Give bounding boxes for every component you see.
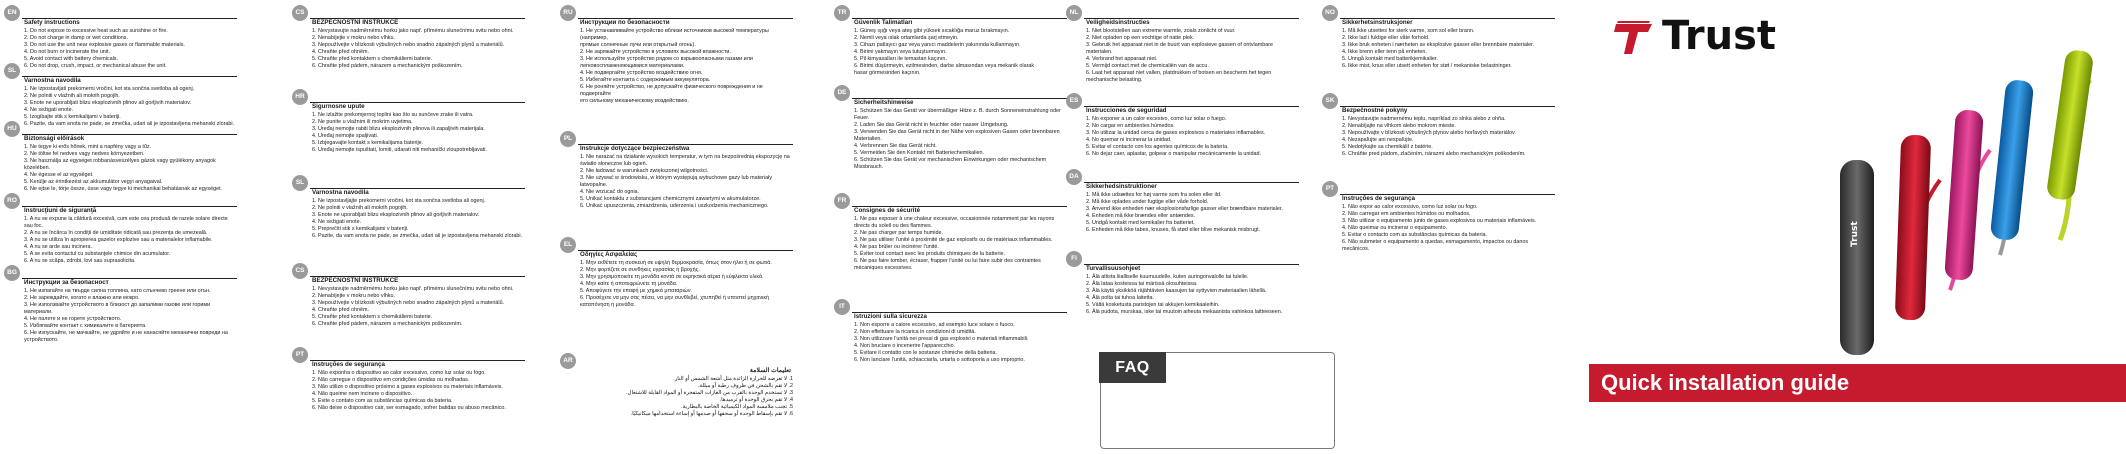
instruction-line: 2. Nie ładować w warunkach zwiększonej wilgotności. [580, 168, 709, 175]
instruction-line: 5. Pil kimyasalları ile temastan kaçının. [854, 56, 947, 63]
language-badge: PT [292, 347, 308, 363]
instruction-line: 1. Не устанавливайте устройство вблизи источников высокой температуры (например, [580, 28, 769, 42]
language-badge: EL [560, 237, 576, 253]
instruction-line: 2. Må ikke oplades under fugtige eller våde forhold. [1086, 199, 1209, 206]
section-title: BEZPEČNOSTNÍ INSTRUKCE [312, 277, 399, 284]
instruction-line: 5. تجنب ملامسة المواد الكيميائية الخاصة بالبطارية. [681, 404, 793, 411]
instruction-line: 1. Ne izpostavljati prekomerni vročini, kot sta sončna svetloba ali ogenj. [24, 86, 195, 92]
language-badge: FR [834, 193, 850, 209]
language-badge: SL [4, 63, 20, 79]
instruction-line: 4. Μην καίτε ή αποτεφρώνετε τη μονάδα. [580, 281, 678, 288]
instruction-line: 4. Chraňte před ohněm. [312, 49, 369, 56]
instruction-line: 5. Vermeiden Sie den Kontakt mit Batteriechemikalien. [854, 150, 985, 157]
instruction-line: 1. Må ikke udsættes for høj varme som fra solen eller ild. [1086, 192, 1222, 198]
section-body [312, 112, 525, 154]
instruction-line: 1. Älä altista liialliselle kuumuudelle, kuten auringonvalolle tai tulelle. [1086, 274, 1249, 280]
instruction-line: 1. A nu se expune la căldură excesivă, cum este cea produsă de razele solare directe sau foc. [24, 216, 228, 230]
instruction-line: 6. Do not drop, crush, impact, or mechanical abuse the unit. [24, 63, 167, 70]
instruction-line: 6. Não submeter o equipamento a quedas, esmagamento, impactos ou danos mecânicos. [1342, 239, 1529, 253]
section-title: Sikkerhedsinstruktioner [1086, 183, 1157, 190]
instruction-line: 1. Não exponha o dispositivo ao calor excessivo, como luz solar ou fogo. [312, 370, 486, 376]
language-badge: RU [560, 5, 576, 21]
instruction-line: 2. A nu se încărca în condiţii de umiditate ridicată sau prezenţa de umezeală. [24, 230, 208, 237]
instruction-line: 5. Evitar el contacto con los agentes químicos de la batería. [1086, 144, 1229, 151]
language-badge: PL [560, 131, 576, 147]
section-title: Veiligheidsinstructies [1086, 19, 1150, 26]
section-body [24, 144, 237, 193]
faq-label: FAQ [1099, 352, 1166, 383]
instruction-line: 6. Προσέχετε να μην σας πέσει, να μην συνθλιβεί, χτυπηθεί ή υποστεί μηχανική καταπόνηση η μονάδα. [580, 295, 770, 309]
instruction-line: 4. Не палете и не горете устройството. [24, 316, 122, 323]
instruction-line: 4. Não queimar ou incinerar o equipamento. [1342, 225, 1448, 232]
instruction-line: 2. Não carregue o dispositivo em condições úmidas ou molhadas. [312, 377, 470, 384]
instruction-line: 2. Ne polniti v vlažnih ali mokrih pogojih. [312, 205, 408, 212]
section-body [1086, 116, 1299, 158]
instruction-line: 3. Do not use the unit near explosive gases or flammable materials. [24, 42, 185, 49]
instruction-line: 6. Не роняйте устройство, не допускайте физического повреждения и не подвергайте [580, 84, 763, 98]
section-body [1342, 28, 1555, 70]
instruction-line: 3. Enote ne uporabljati blizu eksplozivnih plinov ali gorljivih materialov. [312, 212, 480, 219]
instruction-line: 2. Μην φορτίζετε σε συνθήκες υγρασίας ή βροχής. [580, 267, 700, 274]
section-title: Instrucciones de seguridad [1086, 107, 1167, 114]
power-bank-product-image [1760, 40, 2120, 360]
instruction-line: 5. Preprečiti stik s kemikalijami v bateriji. [312, 226, 409, 233]
section-title: تعليمات السلامة [749, 367, 791, 374]
instruction-line: 2. Ne pas charger par temps humide. [854, 230, 943, 237]
instruction-line: прямые солнечные лучи или открытый огонь). [580, 42, 696, 49]
instruction-line: 3. Nepoužívejte v blízkosti výbušných nebo snadno zápalných plynů a materiálů. [312, 42, 505, 49]
section-body [1086, 192, 1299, 234]
instruction-line: 2. Не зареждайте, когато е влажно или мокро. [24, 295, 140, 302]
instruction-line: 2. Não carregar em ambientes húmidos ou molhados. [1342, 211, 1471, 218]
language-badge: HU [4, 121, 20, 137]
section-body [312, 28, 525, 70]
section-body [24, 216, 237, 265]
instruction-line: 5. Izbjegavajte kontakt s kemikalijama baterije. [312, 140, 424, 147]
instruction-line: 5. Evitare il contatto con le sostanze chimiche della batteria. [854, 350, 997, 357]
language-badge: DE [834, 85, 850, 101]
language-badge: NO [1322, 5, 1338, 21]
instruction-line: 6. A nu se scăpa, zdrobi, lovi sau suprasolicita. [24, 258, 136, 265]
instruction-line: 5. Avoid contact with battery chemicals. [24, 56, 118, 63]
instruction-line: światło słoneczne lub ogień. [580, 161, 648, 168]
instruction-line: 6. Laat het apparaat niet vallen, platdrukken of botsen en bescherm het tegen mechanische belasting. [1086, 70, 1272, 84]
language-badge: EN [4, 5, 20, 21]
instruction-line: 6. Schützen Sie das Gerät vor mechanischen Einwirkungen oder mechanischem Missbrauch. [854, 157, 1047, 171]
language-badge: NL [1066, 5, 1082, 21]
section-body [312, 286, 525, 328]
instruction-line: 2. Non effettuare la ricarica in condizioni di umidità. [854, 329, 976, 336]
instruction-line: 6. Ikke mist, knus eller utsett enheten for støt / mekaniske belastninger. [1342, 63, 1512, 70]
section-body [580, 28, 793, 106]
instruction-line: 1. لا تعرضه للحرارة الزائدة مثل أشعة الشمس أو النار. [673, 376, 793, 382]
section-body [24, 86, 237, 128]
instruction-line: 6. Ne ejtse le, törje össze, üsse vagy tegye ki mechanikai behatásnak az egységet. [24, 186, 223, 193]
language-badge: BG [4, 265, 20, 281]
section-title: Varnostna navodila [312, 189, 369, 196]
instruction-line: 3. No utilizar la unidad cerca de gases explosivos o materiales inflamables. [1086, 130, 1266, 137]
instruction-line: 3. Nie używać w środowisku, w którym występują wybuchowe gazy lub materiały łatwopalne. [580, 175, 773, 189]
instruction-line: 5. Unikać kontaktu z substancjami chemicznymi zawartymi w akumulatorze. [580, 196, 761, 203]
instruction-line: 6. Unikać upuszczenia, zmiażdżenia, uderzenia i uszkodzenia mechanicznego. [580, 203, 769, 210]
instruction-line: 4. Ne sežigati enote. [312, 219, 362, 226]
instruction-line: 2. Nenabíjejte v mokru nebo vlhku. [312, 293, 396, 300]
section-body [580, 376, 793, 418]
instruction-line: 5. Evitar o contacto com as substâncias químicas da bateria. [1342, 232, 1488, 239]
section-title: Инструкции по безопасности [580, 19, 670, 26]
language-badge: FI [1066, 251, 1082, 267]
section-title: BEZPEČNOSTNÍ INSTRUKCE [312, 19, 399, 26]
instruction-line: 1. Non esporre a calore eccessivo, ad esempio luce solare o fuoco. [854, 322, 1015, 328]
language-badge: SL [292, 175, 308, 191]
instruction-line: 5. Chraňte před kontaktem s chemikáliemi baterie. [312, 56, 433, 63]
instruction-line: 1. Nie narażać na działanie wysokich temperatur, w tym na bezpośrednią ekspozycję na [580, 154, 790, 160]
instruction-line: 6. Не изпускайте, не мачкайте, не удряйте и не нанасяйте механични повреди на устройството. [24, 330, 228, 344]
instruction-line: 5. Избягвайте контакт с химикалите в батерията. [24, 323, 147, 330]
instruction-line: 3. لا تستخدم الوحدة بالقرب من الغازات المتفجرة أو المواد القابلة للاشتعال. [626, 390, 793, 397]
language-badge: CS [292, 263, 308, 279]
instruction-line: 1. Güneş ışığı veya ateş gibi yüksek sıcaklığa maruz bırakmayın. [854, 28, 1010, 34]
section-body [1086, 28, 1299, 84]
instruction-line: 4. Non bruciare o incenerire l'apparecchio. [854, 343, 956, 350]
instruction-line: 4. Verbrennen Sie das Gerät nicht. [854, 143, 937, 150]
instruction-line: 6. Chraňte před pádem, nárazem a mechanickým poškozením. [312, 321, 463, 328]
instruction-line: 4. Verbrand het apparaat niet. [1086, 56, 1158, 63]
instruction-line: 5. Избегайте контакта с содержимым аккумулятора. [580, 77, 711, 84]
instruction-line: 4. No quemar ni incinerar la unidad. [1086, 137, 1172, 144]
section-body [854, 28, 1067, 77]
instruction-line: 5. Unngå kontakt med batterikjemikalier. [1342, 56, 1438, 63]
instruction-line: 4. Uređaj nemojte spaljivati. [312, 133, 379, 140]
instruction-line: 5. Undgå kontakt med kemikalier fra batteriet. [1086, 220, 1195, 227]
instruction-line: 6. No dejar caer, aplastar, golpear o manipular mecánicamente la unidad. [1086, 151, 1261, 158]
section-title: Bezpečnostné pokyny [1342, 107, 1408, 114]
section-body [1086, 274, 1299, 316]
instruction-line: 3. Не използвайте устройството в близост до запалими газове или горими материали. [24, 302, 211, 316]
instruction-line: 4. Não queime nem incinere o dispositivo. [312, 391, 413, 398]
brand-name: Trust [1662, 13, 1777, 59]
language-badge: PT [1322, 181, 1338, 197]
section-body [1342, 116, 1555, 158]
instruction-line: 1. No exponer a un calor excesivo, como luz solar o fuego. [1086, 116, 1227, 122]
instruction-line: 6. Pazite, da vam enota ne pade, se zmečka, udari ali je izpostavljena mehanski zlorabi. [312, 233, 523, 240]
instruction-line: 3. Ne pas utiliser l'unité à proximité de gaz explosifs ou de matériaux inflammables. [854, 237, 1053, 244]
instruction-line: 6. Pazite, da vam enota ne pade, se zmečka, udari ali je izpostavljena mehanski zlorabi. [24, 121, 235, 128]
instruction-line: 3. Non utilizzare l'unità nei pressi di gas esplosivi o materiali infiammabili. [854, 336, 1029, 343]
instruction-line: 1. Nevystavujte nadměrnému horku jako např. přímému slunečnímu svitu nebo ohni. [312, 286, 514, 292]
instruction-line: 5. Chraňte před kontaktem s chemikáliemi baterie. [312, 314, 433, 321]
language-badge: CS [292, 5, 308, 21]
instruction-line: 3. Ne használja az egységet robbanásveszélyes gázok vagy gyúlékony anyagok közelében. [24, 158, 216, 172]
instruction-line: 3. Nepoužívejte v blízkosti výbušných nebo snadno zápalných plynů a materiálů. [312, 300, 505, 307]
section-title: Sicherheitshinweise [854, 99, 914, 106]
instruction-line: 6. Ne pas faire tomber, écraser, frapper l'unité ou lui faire subir des contraintes mécaniques excessives. [854, 258, 1041, 272]
instruction-line: 1. Nevystavujte nadmernému teplu, napríklad zo slnka alebo z ohňa. [1342, 116, 1506, 122]
instruction-line: 4. لا تقم بحرق الوحدة أو ترميدها. [719, 397, 793, 404]
section-body [24, 28, 237, 70]
guide-title-banner: Quick installation guide [1589, 364, 2126, 402]
instruction-line: 3. Μην χρησιμοποιείτε τη μονάδα κοντά σε εκρηκτικά αέρια ή εύφλεκτα υλικά. [580, 274, 764, 281]
instruction-line: 2. لا تقم بالشحن في ظروف رطبة أو مبللة. [697, 383, 793, 390]
section-body [312, 370, 525, 412]
instruction-line: 3. Ikke bruk enheten i nærheten av eksplosive gasser eller brennbare materialer. [1342, 42, 1535, 49]
language-badge: ES [1066, 93, 1082, 109]
section-body [854, 216, 1067, 272]
instruction-line: 6. Enheden må ikke tabes, knuses, få stød eller blive mekanisk misbrugt. [1086, 227, 1261, 234]
instruction-line: 3. Não utilize o dispositivo próximo a gases explosivos ou materiais inflamáveis. [312, 384, 503, 391]
section-title: Biztonsági előírások [24, 135, 85, 142]
svg-text:Trust: Trust [1850, 221, 1860, 247]
instruction-line: 4. A nu se arde sau incinera. [24, 244, 93, 251]
instruction-line: 6. Älä pudota, murskaa, iske tai muutoin aiheuta mekaanista vahinkoa laitteeseen. [1086, 309, 1283, 316]
language-badge: TR [834, 5, 850, 21]
language-badge: HR [292, 89, 308, 105]
instruction-line: 1. Nevystavujte nadměrnému horku jako např. přímému slunečnímu svitu nebo ohni. [312, 28, 514, 34]
instruction-line: 2. Nemli veya ıslak ortamlarda şarj etmeyin. [854, 35, 959, 42]
language-badge: IT [834, 299, 850, 315]
instruction-line: 5. A se evita contactul cu substanţele chimice din acumulator. [24, 251, 171, 258]
instruction-line: 4. Ikke brenn eller tenn på enheten. [1342, 49, 1427, 56]
instruction-line: 1. Ne tegye ki erős hőnek, mint a napfény vagy a tűz. [24, 144, 152, 150]
section-body [1342, 204, 1555, 253]
instruction-line: 2. Laden Sie das Gerät nicht in feuchter oder nasser Umgebung. [854, 122, 1009, 129]
instruction-line: 5. Vältä kosketusta paristojen tai akkujen kemikaaleihin. [1086, 302, 1220, 309]
instruction-line: 4. Nezapaľujte ani nespaľujte. [1342, 137, 1414, 144]
instruction-line: 1. Do not expose to excessive heat such as sunshine or fire. [24, 28, 168, 34]
instruction-line: 1. Μην εκθέτετε τη συσκευή σε υψηλή θερμοκρασία, όπως στον ήλιο ή σε φωτιά. [580, 260, 772, 266]
instruction-line: 2. Niet opladen op een vochtige of natte plek. [1086, 35, 1195, 42]
language-badge: SK [1322, 93, 1338, 109]
instruction-line: 4. Birimi yakmayın veya tutuşturmayın. [854, 49, 947, 56]
instruction-line: легковоспламеняющимися материалами. [580, 63, 685, 70]
instruction-line: 6. Uređaj nemojte ispuštati, lomiti, udarati niti mehanički zloupotrebljavati. [312, 147, 487, 154]
instruction-line: 6. لا تقم بإسقاط الوحدة أو سحقها أو صدمها أو إساءة استخدامها ميكانيكيًا. [630, 411, 793, 418]
instruction-line: 1. Schützen Sie das Gerät vor übermäßiger Hitze z. B. durch Sonneneinstrahlung oder Feuer. [854, 108, 1061, 122]
language-badge: DA [1066, 169, 1082, 185]
instruction-line: 5. Izogibajte stik s kemikalijami v bateriji. [24, 114, 121, 121]
instruction-line: 4. Не подвергайте устройство воздействию огня. [580, 70, 703, 77]
instruction-line: 4. Ne pas brûler ou incinérer l'unité. [854, 244, 939, 251]
instruction-line: 2. Не заряжайте устройство в условиях высокой влажности. [580, 49, 731, 56]
instruction-line: 1. Ne izlažite prekomjernoj toplini kao što su sunčeve zrake ili vatra. [312, 112, 474, 118]
instruction-line: 3. A nu se utiliza în apropierea gazelor explozive sau a materialelor inflamabile. [24, 237, 213, 244]
instruction-line: 1. Не излагайте на твърде силна топлина, като слънчево греене или огън. [24, 288, 211, 294]
instruction-line: 4. Chraňte před ohněm. [312, 307, 369, 314]
section-title: Instruções de segurança [1342, 195, 1415, 202]
instruction-line: 1. Não expor ao calor excessivo, como luz solar ou fogo. [1342, 204, 1478, 210]
instruction-line: 3. Anvend ikke enheden nær eksplosionsfarlige gasser eller brændbare materialer. [1086, 206, 1283, 213]
instruction-line: 4. Do not burn or incinerate the unit. [24, 49, 111, 56]
section-body [312, 198, 525, 240]
instruction-line: 1. Må ikke utsettes for sterk varme, som sol eller brann. [1342, 28, 1475, 34]
instruction-line: 2. Nenabíjejte v mokru nebo vlhku. [312, 35, 396, 42]
instruction-line: 3. Verwenden Sie das Gerät nicht in der Nähe von explosiven Gasen oder brennbaren Materialien. [854, 129, 1060, 143]
instruction-line: 6. Não deixe o dispositivo cair, ser esmagado, sofrer batidas ou abuso mecânico. [312, 405, 506, 412]
instruction-line: 1. Niet blootstellen aan extreme warmte, zoals zonlicht of vuur. [1086, 28, 1236, 34]
section-body [580, 260, 793, 309]
instruction-line: 1. Ne pas exposer à une chaleur excessive, occasionnée notamment par les rayons directs du soleil ou des flammes. [854, 216, 1055, 230]
section-title: Instruções de segurança [312, 361, 385, 368]
language-badge: AR [560, 353, 576, 369]
section-title: Sigurnosne upute [312, 103, 365, 110]
instruction-line: 4. Nie wrzucać do ognia. [580, 189, 640, 196]
instruction-line: 6. Chraňte před pádem, nárazem a mechanickým poškozením. [312, 63, 463, 70]
section-title: Инструкции за безопасност [24, 279, 109, 286]
instruction-line: 2. Ne töltse fel nedves vagy nedves környezetben. [24, 151, 145, 158]
instruction-line: 2. No cargar en ambientes húmedos. [1086, 123, 1175, 130]
instruction-line: 5. Éviter tout contact avec les produits chimiques de la batterie. [854, 251, 1006, 258]
instruction-line: 3. Älä käytä yksikköä räjähtävien kaasujen tai syttyvien materiaalien lähellä. [1086, 288, 1267, 295]
instruction-line: 2. Ne punite u vlažnim ili mokrim uvjetima. [312, 119, 413, 126]
instruction-line: 3. Gebruik het apparaat niet in de buurt van explosieve gassen of ontvlambare materialen. [1086, 42, 1273, 56]
section-title: Sikkerhetsinstruksjoner [1342, 19, 1413, 26]
section-title: Varnostna navodila [24, 77, 81, 84]
section-title: Istruzioni sulla sicurezza [854, 313, 927, 320]
section-title: Instrukcje dotyczące bezpieczeństwa [580, 145, 690, 152]
instruction-line: 5. Evite o contato com as substâncias químicas da bateria. [312, 398, 453, 405]
section-body [580, 154, 793, 210]
instruction-line: hasar görmesinden kaçının. [854, 70, 921, 77]
instruction-line: 5. Kerülje az érintkezést az akkumulátor vegyi anyagaival. [24, 179, 163, 186]
instruction-line: 2. Nenabíjajte na vlhkom alebo mokrom mieste. [1342, 123, 1456, 130]
instruction-line: 5. Vermijd contact met de chemicaliën van de accu. [1086, 63, 1209, 70]
instruction-line: 6. Birimi düşürmeyin, ezilmesinden, darbe almasından veya mekanik olarak [854, 63, 1035, 70]
instruction-line: 2. Ne polniti v vlažnih ali mokrih pogojih. [24, 93, 120, 100]
instruction-line: 6. Chráňte pred pádom, zlačením, nárazmi alebo mechanickým poškodením. [1342, 151, 1526, 158]
instruction-line: 5. Αποφύγετε την επαφή με χημικά μπαταριών. [580, 288, 693, 295]
instruction-line: 2. Do not charge in damp or wet conditions. [24, 35, 128, 42]
instruction-line: 3. Enote ne uporabljati blizu eksplozivnih plinov ali gorljivih materialov. [24, 100, 192, 107]
section-body [854, 322, 1067, 364]
section-body [24, 288, 237, 344]
instruction-line: 4. Enheden må ikke brændes eller antændes. [1086, 213, 1196, 220]
instruction-line: 2. Älä lataa kosteissa tai märissä olosuhteissa. [1086, 281, 1198, 288]
instruction-line: 3. Uređaj nemojte rabiti blizu eksplozivnih plinova ili zapaljivih materijala. [312, 126, 485, 133]
section-title: Οδηγίες Ασφαλείας [580, 251, 638, 258]
section-title: Güvenlik Talimatları [854, 19, 913, 26]
language-badge: RO [4, 193, 20, 209]
instruction-line: 2. Ikke lad i fuktige eller våte forhold. [1342, 35, 1430, 42]
section-title: Safety instructions [24, 19, 80, 26]
instruction-line: 3. Cihazı patlayıcı gaz veya yanıcı maddelerin yakınında kullanmayın. [854, 42, 1021, 49]
instruction-line: 3. Não utilizar o equipamento junto de gases explosivos ou materiais inflamáveis. [1342, 218, 1537, 225]
instruction-line: 5. Nedotýkajte sa chemikálií z batérie. [1342, 144, 1433, 151]
instruction-line: 6. Non lanciare l'unità, schiacciarla, urtarla o sottoporla a uso improprio. [854, 357, 1025, 364]
instruction-line: 4. Ne égesse el az egységet. [24, 172, 94, 179]
section-title: Turvallisuusohjeet [1086, 265, 1141, 272]
instruction-line: 3. Не используйте устройство рядом со взрывоопасными газами или [580, 56, 753, 63]
instruction-line: 4. Älä polta tai tuhoa laitetta. [1086, 295, 1155, 302]
section-title: Instrucţiuni de siguranţă [24, 207, 97, 214]
section-title: Consignes de sécurité [854, 207, 921, 214]
trust-logo-icon [1612, 18, 1656, 58]
instruction-line: 1. Ne izpostavljajte prekomerni vročini, kot sta sončna svetloba ali ogenj. [312, 198, 486, 204]
instruction-line: 4. Ne sežigati enote. [24, 107, 74, 114]
section-body [854, 108, 1067, 171]
instruction-line: 3. Nepoužívajte v blízkosti výbušných plynov alebo horľavých materiálov. [1342, 130, 1516, 137]
instruction-line: его сильному механическому воздействию. [580, 98, 689, 105]
